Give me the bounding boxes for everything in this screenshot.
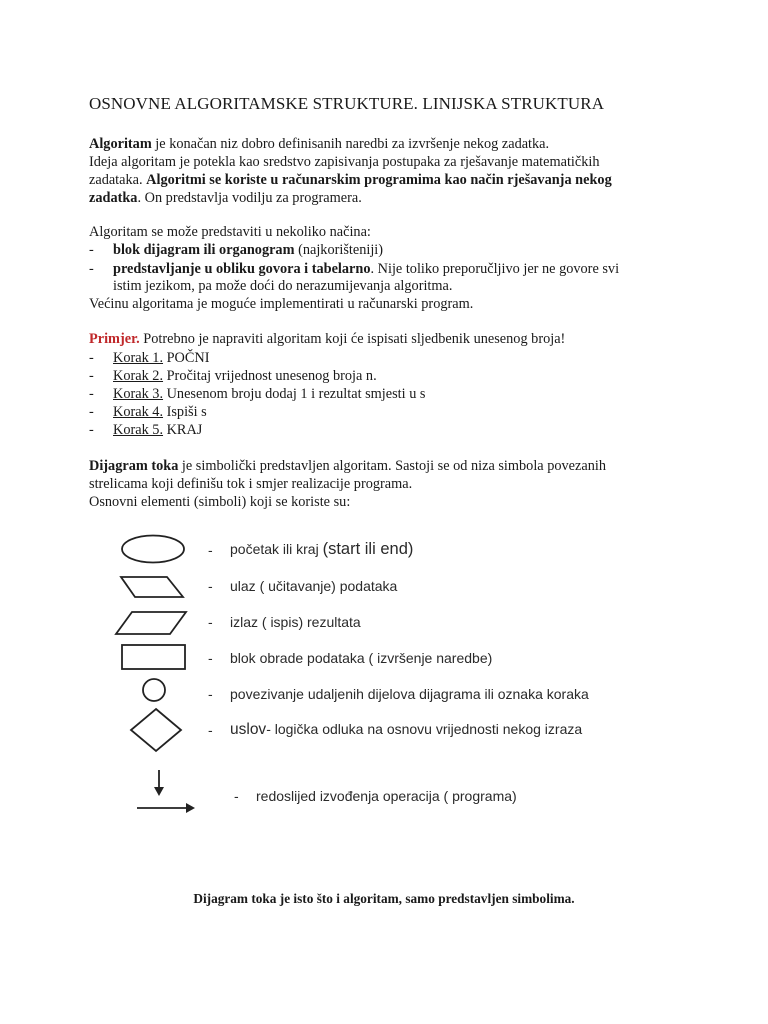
repr-item-2-cont: istim jezikom, pa može doći do nerazumijevanja algoritma.: [113, 278, 453, 294]
flow-line-2: strelicama koji definišu tok i smjer realizacije programa.: [89, 476, 413, 492]
step-4: - Korak 4. Ispiši s: [89, 404, 207, 420]
flow-term: Dijagram toka: [89, 458, 179, 474]
intro-line-4: zadatka. On predstavlja vodilju za programera.: [89, 190, 362, 206]
repr-item-1: - blok dijagram ili organogram (najkorišteniji): [89, 242, 384, 258]
parallelogram-icon: [121, 577, 183, 597]
intro-line-2: Ideja algoritam je potekla kao sredstvo zapisivanja postupaka za rješavanje matematičkih: [89, 154, 600, 170]
rectangle-icon: [122, 645, 185, 669]
symbol-label-output: izlaz ( ispis) rezultata: [230, 614, 361, 630]
symbol-label-process: blok obrade podataka ( izvršenje naredbe): [230, 650, 493, 666]
example-line: Primjer. Potrebno je napraviti algoritam koji će ispisati sljedbenik unesenog broja!: [89, 331, 566, 347]
flow-line-3: Osnovni elementi (simboli) koji se koriste su:: [89, 494, 351, 510]
symbol-label-input: ulaz ( učitavanje) podataka: [230, 578, 398, 594]
repr-closing: Većinu algoritama je moguće implementirati u računarski program.: [89, 296, 474, 312]
symbol-label-connector: povezivanje udaljenih dijelova dijagrama ili oznaka koraka: [230, 686, 589, 702]
flow-line-1: Dijagram toka je simbolički predstavljen algoritam. Sastoji se od niza simbola povezanih: [89, 458, 606, 474]
arrow-icon: [137, 770, 195, 813]
step-1: - Korak 1. POČNI: [89, 350, 210, 366]
document-page: OSNOVNE ALGORITAMSKE STRUKTURE. LINIJSKA STRUKTURA Algoritam je konačan niz dobro definisanih naredbi za izvršenje nekog zadatka. Ideja algoritam je potekla kao sredstvo zapisivanja postupaka za rješavanje matematičkih zadataka. Algoritmi se koriste u računarskim programima kao način rješavanja nekog zadatka. On predstavlja vodilju za programera. Algoritam se može predstaviti u nekoliko načina: - blok dijagram ili organogram (najkorišteniji) - predstavljanje u obliku govora i tabelarno. Nije toliko preporučljivo jer ne govore svi istim jezikom, pa može doći do nerazumijevanja algoritma. Većinu algoritama je moguće implementirati u računarski program. Primjer. Potrebno je napraviti algoritam koji će ispisati sljedbenik unesenog broja! - Korak 1. POČNI - Korak 2. Pročitaj vrijednost unesenog broja n. - Korak 3. Unesenom broju dodaj 1 i rezultat smjesti u s - Korak 4. Ispiši s - Korak 5. KRAJ Dijagram toka je simbolički predstavljen algoritam. Sastoji se od niza simbola povezanih strelicama koji definišu tok i smjer realizacije programa. Osnovni elementi (simboli) koji se koriste su: - početak ili kraj (start ili end) - ulaz ( učitavanje) podataka - izlaz ( ispis) rezultata - blok obrade podataka ( izvršenje naredbe) - povezivanje udaljenih dijelova dijagrama ili oznaka koraka - uslov- logička odluka na osnovu vrijednosti nekog izraza - redoslijed izvođenja operacija ( programa) Dijagram toka je isto što i algoritam, samo predstavljen simbolima.: [0, 0, 768, 1024]
repr-lead: Algoritam se može predstaviti u nekoliko načina:: [89, 224, 371, 240]
parallelogram-icon: [116, 612, 186, 634]
example-label: Primjer.: [89, 331, 140, 347]
step-2: - Korak 2. Pročitaj vrijednost unesenog broja n.: [89, 368, 377, 384]
step-3: - Korak 3. Unesenom broju dodaj 1 i rezultat smjesti u s: [89, 386, 426, 402]
intro-line-3: zadataka. Algoritmi se koriste u računarskim programima kao način rješavanja nekog: [89, 172, 612, 188]
ellipse-icon: [122, 536, 184, 563]
symbol-label-flow: redoslijed izvođenja operacija ( programa): [256, 788, 517, 804]
page-title: OSNOVNE ALGORITAMSKE STRUKTURE. LINIJSKA STRUKTURA: [89, 94, 605, 113]
intro-line-1: Algoritam je konačan niz dobro definisanih naredbi za izvršenje nekog zadatka.: [89, 136, 550, 152]
footer-note: Dijagram toka je isto što i algoritam, samo predstavljen simbolima.: [193, 891, 575, 906]
symbol-label-start-end: početak ili kraj (start ili end): [230, 540, 414, 558]
diamond-icon: [131, 709, 181, 751]
step-5: - Korak 5. KRAJ: [89, 422, 203, 438]
repr-item-2: - predstavljanje u obliku govora i tabelarno. Nije toliko preporučljivo jer ne govore svi: [89, 261, 620, 277]
intro-term: Algoritam: [89, 136, 152, 152]
circle-icon: [143, 679, 165, 701]
symbol-label-decision: uslov- logička odluka na osnovu vrijednosti nekog izraza: [230, 721, 583, 738]
